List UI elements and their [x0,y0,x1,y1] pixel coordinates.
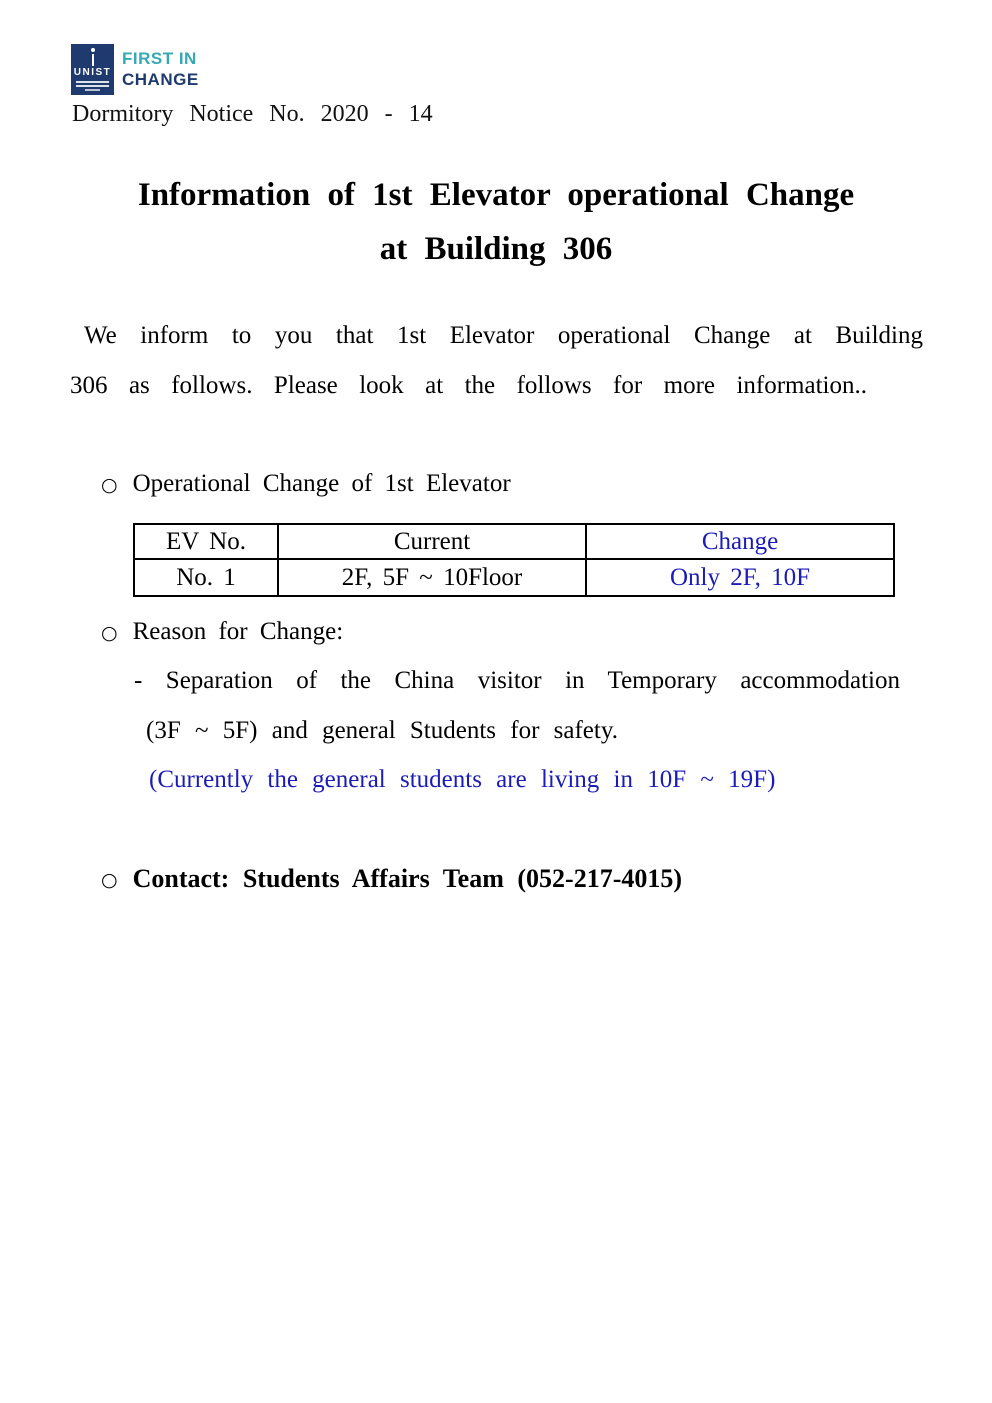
table-header-change: Change [586,524,894,559]
page-title-line1: Information of 1st Elevator operational Change [137,177,855,213]
section-operational-change [101,470,511,498]
section-operational-heading: Operational Change of 1st Elevator [132,470,511,497]
section-reason-heading: Reason for Change: [132,618,344,645]
circle-bullet-icon: ○ [101,621,118,644]
table-cell-current: 2F, 5F ~ 10Floor [278,559,586,596]
contact-text: Contact: Students Affairs Team (052-217-4015) [132,864,683,893]
intro-paragraph-line2: 306 as follows. Please look at the follows for more information.. [70,372,867,399]
logo-tagline [122,48,199,90]
table-cell-ev-no: No. 1 [134,559,278,596]
section-reason [101,618,343,646]
circle-bullet-icon: ○ [101,868,118,891]
logo-tagline-first-in: FIRST IN [122,49,197,68]
doc-number: Dormitory Notice No. 2020 - 14 [72,101,433,127]
table-row [134,559,894,596]
unist-logo [71,44,114,95]
reason-detail-line2: (3F ~ 5F) and general Students for safety. [146,717,618,744]
circle-bullet-icon: ○ [101,473,118,496]
logo-subtext-line [76,85,109,87]
logo-light-dot-icon [91,48,95,52]
table-cell-change: Only 2F, 10F [586,559,894,596]
table-header-row [134,524,894,559]
elevator-change-table [133,523,895,597]
logo-subtext-line [85,89,100,91]
logo-tagline-change: CHANGE [122,70,199,89]
logo-unist-text: UNIST [73,67,112,78]
reason-detail-line1: - Separation of the China visitor in Temporary accommodation [134,667,900,694]
table-header-current: Current [278,524,586,559]
logo-subtext-line [76,81,109,83]
page-title-line2: at Building 306 [379,231,613,267]
logo-light-bar-icon [92,54,94,66]
reason-note-blue: (Currently the general students are living in 10F ~ 19F) [149,766,776,793]
intro-paragraph-line1: We inform to you that 1st Elevator operational Change at Building [84,322,923,349]
table-header-ev-no: EV No. [134,524,278,559]
section-contact [101,864,682,894]
